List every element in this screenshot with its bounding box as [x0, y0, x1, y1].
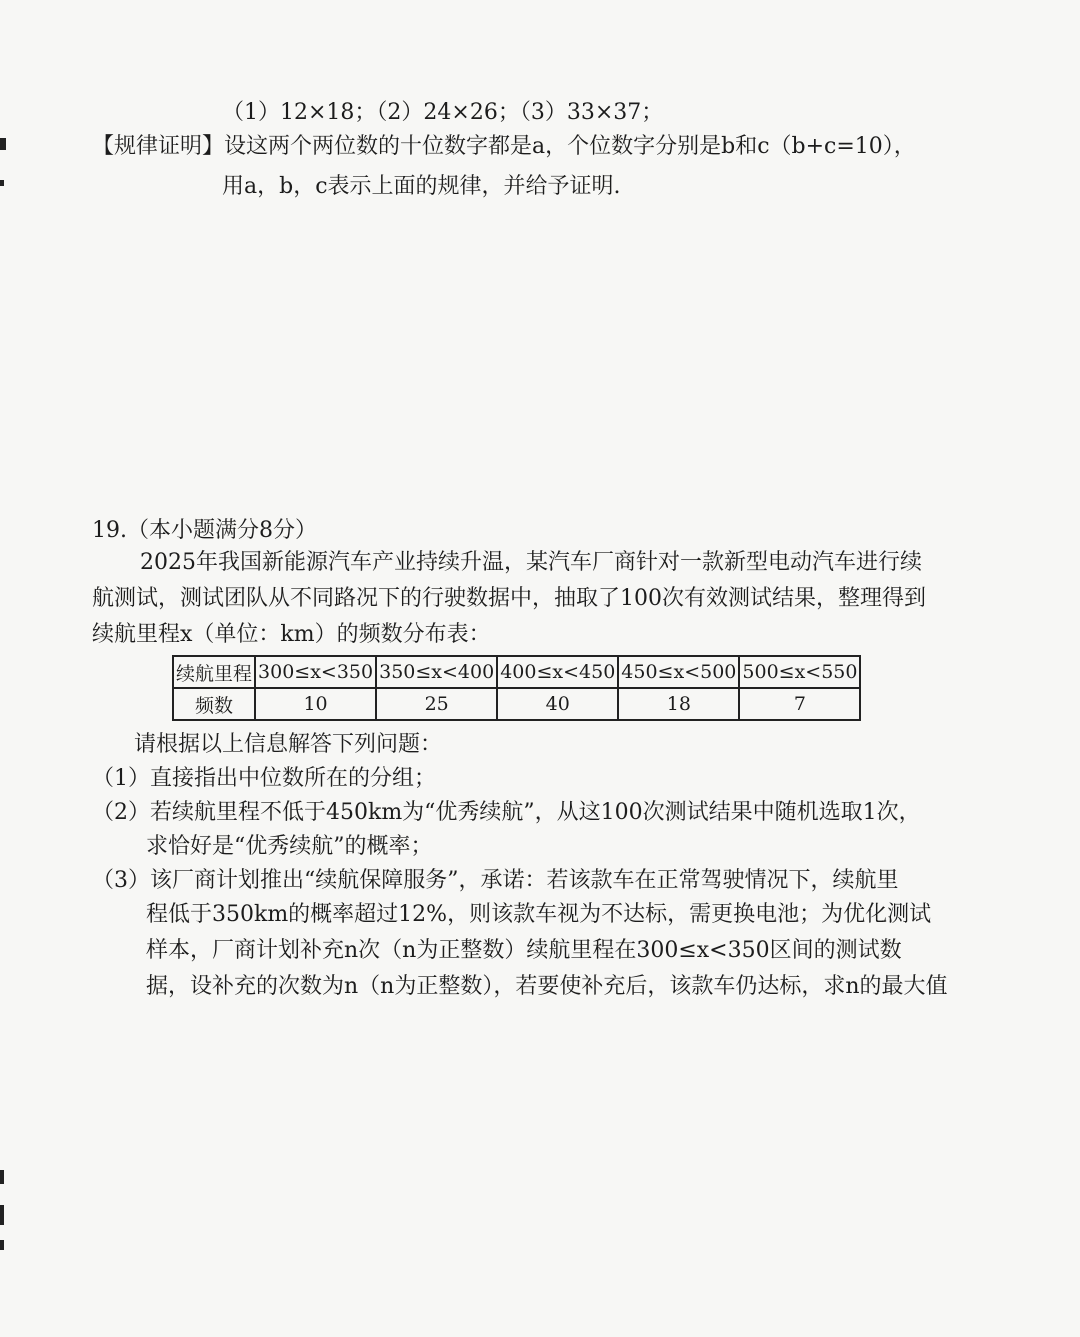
prompt-text: 请根据以上信息解答下列问题： — [134, 732, 443, 757]
part-2-cont — [146, 832, 433, 862]
intro-line — [92, 584, 926, 614]
examples-line — [222, 98, 663, 128]
proof-line-1 — [92, 132, 916, 162]
proof-line-2 — [222, 172, 621, 202]
table-cell: 500≤x<550 — [739, 656, 860, 688]
prompt-line — [134, 730, 442, 760]
part-text: （3）该厂商计划推出“续航保障服务”，承诺：若该款车在正常驾驶情况下，续航里 — [92, 868, 899, 893]
part-3 — [92, 866, 899, 896]
table-cell: 18 — [618, 688, 739, 720]
part-3-cont — [146, 900, 931, 930]
table-cell: 40 — [497, 688, 618, 720]
table-header-cell: 续航里程 — [173, 656, 255, 688]
part-2 — [92, 798, 921, 828]
table-cell: 400≤x<450 — [497, 656, 618, 688]
proof-text: 设这两个两位数的十位数字都是a，个位数字分别是b和c（b+c=10）， — [224, 134, 916, 159]
intro-text: 2025年我国新能源汽车产业持续升温，某汽车厂商针对一款新型电动汽车进行续 — [140, 550, 922, 575]
part-3-cont — [146, 972, 948, 1002]
table-cell: 450≤x<500 — [618, 656, 739, 688]
intro-text: 航测试，测试团队从不同路况下的行驶数据中，抽取了100次有效测试结果，整理得到 — [92, 586, 926, 611]
part-text: 程低于350km的概率超过12%，则该款车视为不达标，需更换电池；为优化测试 — [146, 902, 932, 927]
table-row — [173, 688, 860, 720]
table-cell: 10 — [255, 688, 376, 720]
part-1 — [92, 764, 436, 794]
intro-line — [140, 548, 922, 578]
table-cell: 300≤x<350 — [255, 656, 376, 688]
examples-text: （1）12×18；（2）24×26；（3）33×37； — [222, 100, 664, 125]
proof-text-2: 用a，b，c表示上面的规律，并给予证明. — [222, 174, 621, 199]
part-text: 样本，厂商计划补充n次（n为正整数）续航里程在300≤x<350区间的测试数 — [146, 938, 902, 963]
part-text: 据，设补充的次数为n（n为正整数），若要使补充后，该款车仍达标，求n的最大值 — [146, 974, 948, 999]
part-text: （2）若续航里程不低于450km为“优秀续航”，从这100次测试结果中随机选取1次， — [92, 800, 921, 825]
table-header-cell: 频数 — [173, 688, 255, 720]
intro-text: 续航里程x（单位：km）的频数分布表： — [92, 622, 491, 647]
table-cell: 7 — [739, 688, 860, 720]
part-text: （1）直接指出中位数所在的分组； — [92, 766, 436, 791]
margin-mark — [0, 1170, 4, 1184]
table-row — [173, 656, 860, 688]
question-header — [92, 516, 317, 546]
table-cell: 350≤x<400 — [376, 656, 497, 688]
proof-heading: 【规律证明】 — [92, 134, 225, 159]
question-score: （本小题满分8分） — [127, 518, 317, 543]
margin-mark — [0, 180, 4, 186]
part-3-cont — [146, 936, 902, 966]
table-cell: 25 — [376, 688, 497, 720]
margin-mark — [0, 1240, 4, 1250]
frequency-table — [172, 655, 861, 721]
question-number: 19. — [92, 518, 127, 543]
margin-mark — [0, 138, 6, 150]
part-text: 求恰好是“优秀续航”的概率； — [146, 834, 433, 859]
intro-line — [92, 620, 491, 650]
margin-mark — [0, 1205, 4, 1225]
